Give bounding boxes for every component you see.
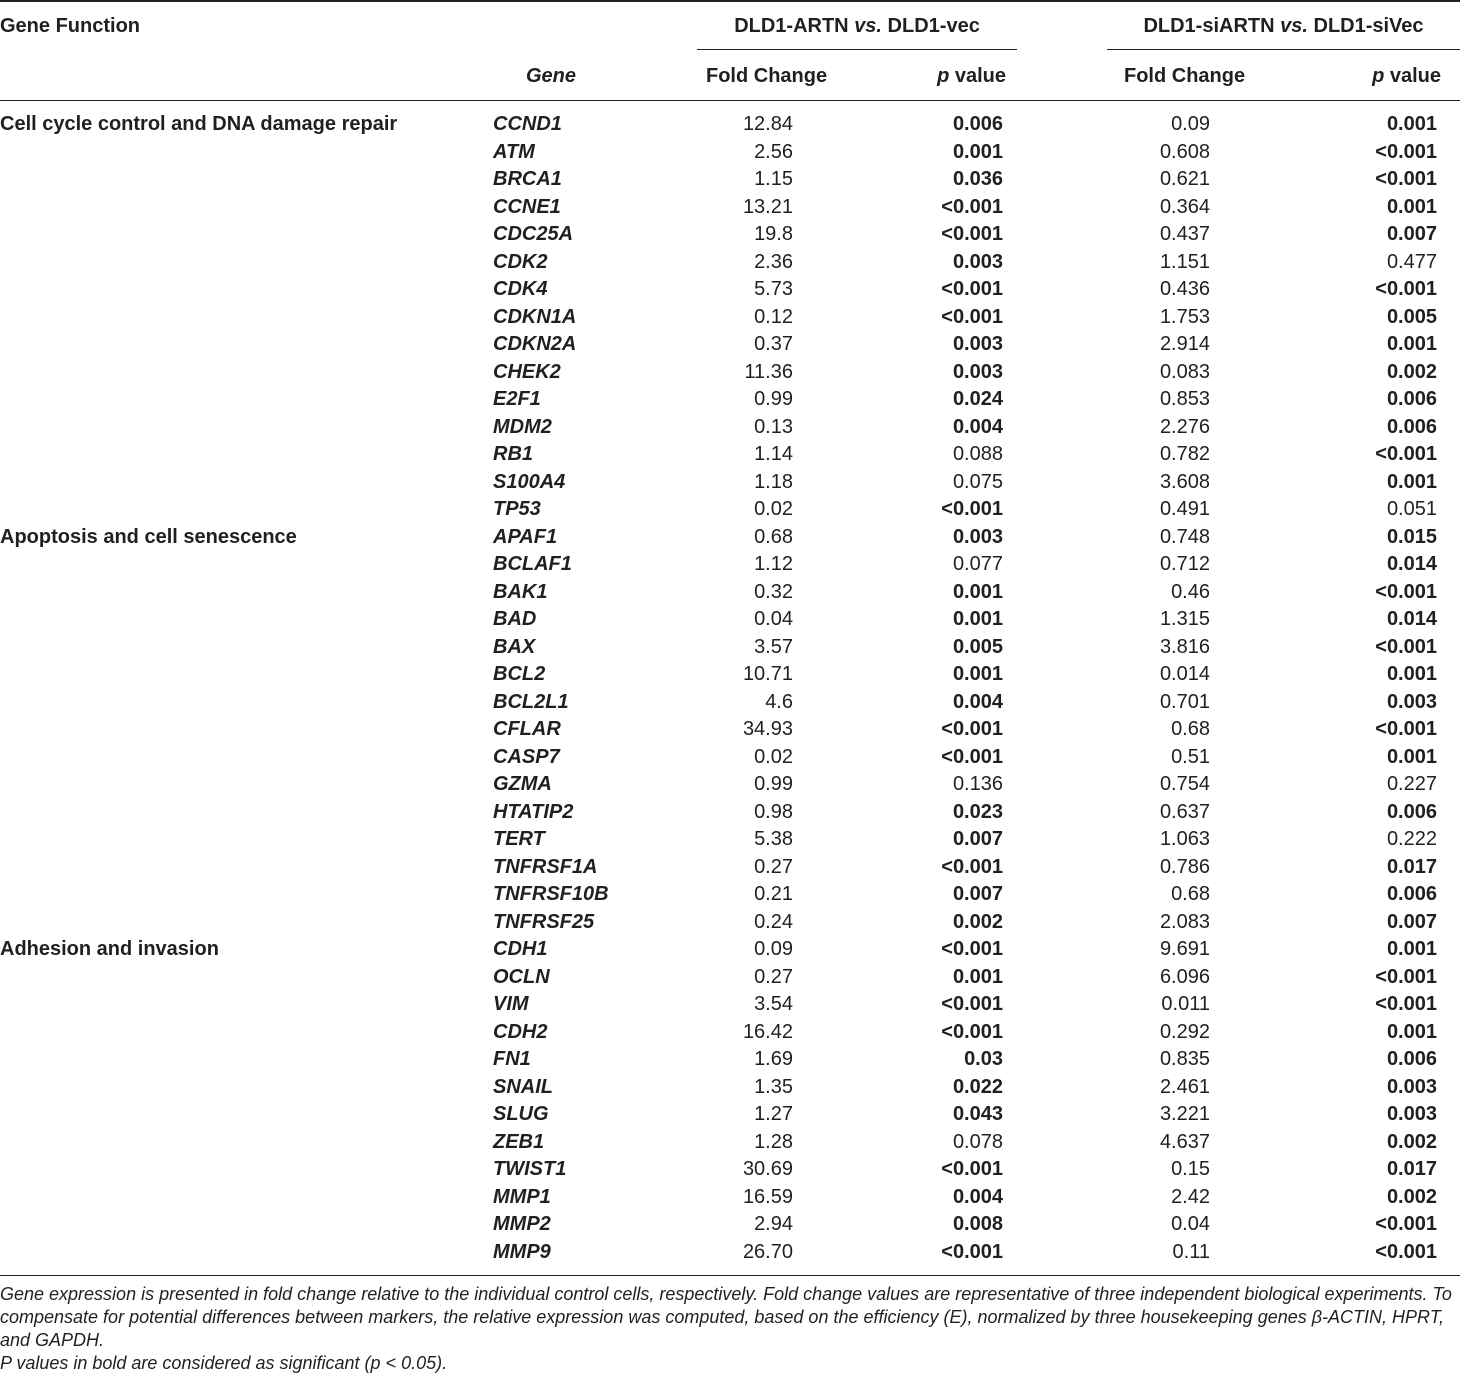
p-value-artn: 0.001: [952, 580, 1003, 603]
table-bottom-rule: [0, 1275, 1460, 1276]
table-row: [0, 991, 1460, 1019]
p-value-siartn: <0.001: [1375, 1240, 1437, 1263]
fold-change-siartn: 0.782: [1159, 443, 1210, 465]
table-row: [0, 386, 1460, 414]
gene-name: CASP7: [493, 745, 560, 768]
gene-name: ZEB1: [493, 1130, 545, 1153]
fold-change-siartn: 3.816: [1159, 635, 1210, 658]
table-row: [0, 881, 1460, 909]
p-value-siartn: 0.001: [1386, 113, 1437, 135]
fold-change-artn: 19.8: [754, 223, 793, 245]
fold-change-artn: 1.15: [754, 168, 793, 190]
fold-change-siartn: 1.063: [1159, 828, 1210, 850]
fold-change-siartn: 3.608: [1159, 470, 1210, 493]
fold-change-siartn: 0.701: [1159, 690, 1210, 713]
table-row: [0, 1019, 1460, 1047]
gene-header: Gene: [526, 65, 577, 87]
p-value-artn: 0.003: [952, 525, 1003, 548]
p-value-siartn: 0.015: [1386, 525, 1437, 548]
fold-change-siartn: 0.621: [1159, 168, 1210, 190]
p-value-artn: 0.036: [952, 168, 1003, 190]
fold-change-artn: 1.69: [754, 1048, 793, 1070]
table-row: [0, 964, 1460, 992]
fold-change-artn: 5.73: [754, 278, 793, 300]
fold-change-siartn: 0.083: [1159, 360, 1210, 383]
fold-change-siartn: 0.292: [1159, 1020, 1210, 1043]
table-row: [0, 799, 1460, 827]
fold-change-siartn: 0.51: [1171, 745, 1210, 768]
fold-change-siartn: 0.835: [1159, 1048, 1210, 1070]
fold-change-header-1: Fold Change: [706, 65, 828, 87]
fold-change-artn: 0.32: [754, 580, 793, 603]
gene-name: CHEK2: [493, 360, 561, 383]
group2-rule: [1107, 49, 1460, 50]
fold-change-siartn: 6.096: [1159, 965, 1210, 988]
fold-change-siartn: 1.753: [1159, 305, 1210, 328]
p-value-siartn: 0.222: [1386, 828, 1437, 850]
p-value-artn: <0.001: [941, 195, 1003, 218]
p-value-artn: <0.001: [941, 1158, 1003, 1180]
p-value-siartn: <0.001: [1375, 278, 1437, 300]
fold-change-siartn: 0.014: [1159, 663, 1210, 685]
table-row: [0, 414, 1460, 442]
fold-change-artn: 0.37: [754, 333, 793, 355]
p-value-artn: 0.007: [952, 828, 1003, 850]
fold-change-artn: 1.14: [754, 443, 793, 465]
p-value-siartn: 0.007: [1386, 910, 1437, 933]
table-row: [0, 771, 1460, 799]
fold-change-artn: 1.27: [754, 1103, 793, 1125]
p-value-siartn: 0.051: [1386, 498, 1437, 520]
fold-change-siartn: 2.461: [1159, 1075, 1210, 1098]
table-row: [0, 1156, 1460, 1184]
fold-change-siartn: 1.315: [1159, 608, 1210, 630]
group1-rule: [697, 49, 1017, 50]
gene-name: FN1: [493, 1048, 531, 1070]
fold-change-artn: 0.99: [754, 773, 793, 795]
table-row: [0, 441, 1460, 469]
p-value-artn: <0.001: [941, 745, 1003, 768]
p-value-siartn: 0.007: [1386, 223, 1437, 245]
p-value-siartn: 0.014: [1386, 553, 1437, 575]
p-value-siartn: 0.006: [1386, 415, 1437, 438]
fold-change-artn: 2.94: [754, 1213, 793, 1235]
p-value-artn: 0.008: [952, 1213, 1003, 1235]
fold-change-siartn: 0.712: [1159, 553, 1210, 575]
gene-name: CFLAR: [493, 718, 561, 740]
gene-name: BCLAF1: [493, 553, 572, 575]
gene-name: RB1: [493, 443, 534, 465]
fold-change-artn: 1.18: [754, 470, 793, 493]
fold-change-siartn: 1.151: [1159, 250, 1210, 273]
table-row: [0, 1239, 1460, 1267]
table-row: [0, 579, 1460, 607]
fold-change-siartn: 3.221: [1159, 1103, 1210, 1125]
fold-change-artn: 10.71: [742, 663, 793, 685]
p-value-artn: 0.002: [952, 910, 1003, 933]
p-value-artn: 0.001: [952, 663, 1003, 685]
footnote-method: Gene expression is presented in fold change relative to the individual control cells, respectively. Fold change values are representative of three independent biological experiments. To compensate for potential differences between markers, the relative expression was computed, based on the efficiency (E), normalized by three housekeeping genes β-ACTIN, HPRT, and GAPDH.: [0, 1284, 1452, 1350]
fold-change-artn: 2.36: [754, 250, 793, 273]
table-row: [0, 1074, 1460, 1102]
table-row: [0, 359, 1460, 387]
p-value-siartn: 0.003: [1386, 690, 1437, 713]
fold-change-artn: 12.84: [742, 113, 793, 135]
p-value-siartn: <0.001: [1375, 965, 1437, 988]
fold-change-artn: 0.21: [754, 883, 793, 905]
gene-name: TWIST1: [493, 1158, 567, 1180]
gene-name: TERT: [493, 828, 545, 850]
p-value-artn: 0.075: [952, 470, 1003, 493]
gene-name: CDK2: [493, 250, 548, 273]
fold-change-siartn: 2.914: [1159, 333, 1210, 355]
p-value-siartn: 0.477: [1386, 250, 1437, 273]
p-value-artn: 0.023: [952, 800, 1003, 823]
gene-name: OCLN: [493, 965, 550, 988]
fold-change-siartn: 0.68: [1171, 718, 1210, 740]
fold-change-artn: 3.57: [754, 635, 793, 658]
fold-change-siartn: 0.364: [1159, 195, 1210, 218]
gene-name: CDKN2A: [493, 333, 577, 355]
fold-change-siartn: 0.748: [1159, 525, 1210, 548]
gene-name: CCND1: [493, 113, 562, 135]
p-value-header-2: p value: [1372, 65, 1441, 87]
table-row: [0, 1184, 1460, 1212]
fold-change-artn: 0.99: [754, 388, 793, 410]
fold-change-siartn: 0.608: [1159, 140, 1210, 163]
p-value-siartn: <0.001: [1375, 580, 1437, 603]
gene-name: BRCA1: [493, 168, 562, 190]
table-row: [0, 194, 1460, 222]
p-value-artn: 0.004: [952, 415, 1003, 438]
p-value-siartn: 0.001: [1386, 470, 1437, 493]
gene-name: CDK4: [493, 278, 548, 300]
table-row: [0, 221, 1460, 249]
p-value-artn: <0.001: [941, 938, 1003, 960]
fold-change-artn: 0.04: [754, 608, 793, 630]
p-value-artn: 0.001: [952, 965, 1003, 988]
gene-name: BAD: [493, 608, 537, 630]
fold-change-artn: 1.28: [754, 1130, 793, 1153]
table-row: [0, 661, 1460, 689]
table-row: [0, 1129, 1460, 1157]
gene-function: Cell cycle control and DNA damage repair: [0, 113, 398, 135]
fold-change-siartn: 2.276: [1159, 415, 1210, 438]
fold-change-artn: 0.02: [754, 498, 793, 520]
p-value-artn: <0.001: [941, 278, 1003, 300]
gene-name: SNAIL: [493, 1075, 553, 1098]
fold-change-siartn: 0.436: [1159, 278, 1210, 300]
table-footnote: [0, 1283, 1460, 1375]
p-value-siartn: <0.001: [1375, 168, 1437, 190]
table-row: [0, 606, 1460, 634]
p-value-siartn: 0.006: [1386, 388, 1437, 410]
fold-change-siartn: 2.42: [1171, 1185, 1210, 1208]
fold-change-siartn: 0.04: [1171, 1213, 1210, 1235]
fold-change-artn: 16.59: [742, 1185, 793, 1208]
gene-name: CDH1: [493, 938, 548, 960]
p-value-artn: 0.001: [952, 608, 1003, 630]
p-value-siartn: 0.006: [1386, 1048, 1437, 1070]
gene-name: SLUG: [493, 1103, 549, 1125]
gene-name: E2F1: [493, 388, 541, 410]
p-value-siartn: <0.001: [1375, 718, 1437, 740]
p-value-siartn: 0.017: [1386, 1158, 1437, 1180]
table-row: [0, 331, 1460, 359]
table-row: [0, 1046, 1460, 1074]
fold-change-artn: 16.42: [742, 1020, 793, 1043]
gene-name: MDM2: [493, 415, 552, 438]
header-bottom-rule: [0, 100, 1460, 101]
table-row: [0, 1211, 1460, 1239]
fold-change-artn: 4.6: [765, 690, 793, 713]
p-value-artn: <0.001: [941, 718, 1003, 740]
fold-change-artn: 1.35: [754, 1075, 793, 1098]
p-value-siartn: 0.001: [1386, 333, 1437, 355]
gene-name: TNFRSF10B: [493, 883, 609, 905]
p-value-siartn: 0.002: [1386, 1130, 1437, 1153]
p-value-artn: <0.001: [941, 1240, 1003, 1263]
group1-header: DLD1-ARTN vs. DLD1-vec: [734, 15, 980, 37]
p-value-siartn: <0.001: [1375, 993, 1437, 1015]
gene-name: BCL2: [493, 663, 546, 685]
gene-name: MMP9: [493, 1240, 551, 1263]
fold-change-artn: 30.69: [742, 1158, 793, 1180]
p-value-siartn: 0.003: [1386, 1103, 1437, 1125]
table-row: [0, 276, 1460, 304]
p-value-artn: 0.136: [952, 773, 1003, 795]
p-value-artn: <0.001: [941, 993, 1003, 1015]
p-value-siartn: <0.001: [1375, 140, 1437, 163]
fold-change-artn: 0.13: [754, 415, 793, 438]
fold-change-artn: 34.93: [742, 718, 793, 740]
p-value-siartn: 0.014: [1386, 608, 1437, 630]
p-value-siartn: 0.001: [1386, 663, 1437, 685]
p-value-artn: <0.001: [941, 1020, 1003, 1043]
table-row: [0, 716, 1460, 744]
p-value-artn: 0.003: [952, 250, 1003, 273]
p-value-artn: 0.006: [952, 113, 1003, 135]
p-value-siartn: 0.017: [1386, 855, 1437, 878]
p-value-artn: 0.001: [952, 140, 1003, 163]
gene-name: MMP1: [493, 1185, 551, 1208]
table-row: [0, 854, 1460, 882]
fold-change-artn: 0.27: [754, 855, 793, 878]
fold-change-artn: 0.98: [754, 800, 793, 823]
fold-change-artn: 0.68: [754, 525, 793, 548]
fold-change-siartn: 0.491: [1159, 498, 1210, 520]
p-value-siartn: <0.001: [1375, 1213, 1437, 1235]
fold-change-siartn: 0.15: [1171, 1158, 1210, 1180]
gene-name: GZMA: [493, 773, 552, 795]
fold-change-artn: 13.21: [742, 195, 793, 218]
fold-change-artn: 0.09: [754, 938, 793, 960]
table-row: [0, 689, 1460, 717]
p-value-siartn: 0.003: [1386, 1075, 1437, 1098]
fold-change-siartn: 0.637: [1159, 800, 1210, 823]
fold-change-artn: 0.24: [754, 910, 793, 933]
table-row: [0, 469, 1460, 497]
p-value-artn: 0.007: [952, 883, 1003, 905]
fold-change-siartn: 0.786: [1159, 855, 1210, 878]
table-row: [0, 139, 1460, 167]
gene-name: TNFRSF25: [493, 910, 595, 933]
table-row: [0, 1101, 1460, 1129]
p-value-siartn: 0.006: [1386, 883, 1437, 905]
p-value-siartn: 0.002: [1386, 360, 1437, 383]
gene-function: Adhesion and invasion: [0, 938, 219, 960]
table-row: [0, 304, 1460, 332]
p-value-artn: <0.001: [941, 498, 1003, 520]
gene-name: HTATIP2: [493, 800, 574, 823]
p-value-artn: 0.004: [952, 1185, 1003, 1208]
footnote-significance: P values in bold are considered as significant (p < 0.05).: [0, 1353, 448, 1373]
table-row: [0, 111, 1460, 139]
fold-change-siartn: 0.853: [1159, 388, 1210, 410]
fold-change-siartn: 0.437: [1159, 223, 1210, 245]
gene-name: CCNE1: [493, 195, 561, 218]
gene-function: Apoptosis and cell senescence: [0, 525, 297, 548]
fold-change-artn: 0.27: [754, 965, 793, 988]
fold-change-siartn: 0.68: [1171, 883, 1210, 905]
fold-change-header-2: Fold Change: [1124, 65, 1246, 87]
p-value-siartn: 0.001: [1386, 938, 1437, 960]
gene-name: MMP2: [493, 1213, 551, 1235]
p-value-artn: 0.043: [952, 1103, 1003, 1125]
table-row: [0, 249, 1460, 277]
fold-change-siartn: 2.083: [1159, 910, 1210, 933]
fold-change-artn: 0.02: [754, 745, 793, 768]
table-row: [0, 634, 1460, 662]
fold-change-artn: 26.70: [742, 1240, 793, 1263]
p-value-siartn: 0.005: [1386, 305, 1437, 328]
p-value-siartn: <0.001: [1375, 635, 1437, 658]
fold-change-siartn: 0.09: [1171, 113, 1210, 135]
p-value-siartn: 0.001: [1386, 1020, 1437, 1043]
p-value-siartn: <0.001: [1375, 443, 1437, 465]
gene-name: BCL2L1: [493, 690, 569, 713]
p-value-artn: 0.078: [952, 1130, 1003, 1153]
fold-change-artn: 1.12: [754, 553, 793, 575]
p-value-artn: 0.005: [952, 635, 1003, 658]
table-row: [0, 524, 1460, 552]
p-value-artn: 0.004: [952, 690, 1003, 713]
table-row: [0, 826, 1460, 854]
p-value-siartn: 0.227: [1386, 773, 1437, 795]
fold-change-siartn: 0.754: [1159, 773, 1210, 795]
table-row: [0, 166, 1460, 194]
gene-name: APAF1: [493, 525, 558, 548]
p-value-artn: 0.024: [952, 388, 1003, 410]
fold-change-artn: 3.54: [754, 993, 793, 1015]
fold-change-siartn: 9.691: [1159, 938, 1210, 960]
group2-header: DLD1-siARTN vs. DLD1-siVec: [1143, 15, 1424, 37]
gene-name: CDH2: [493, 1020, 548, 1043]
gene-name: BAK1: [493, 580, 548, 603]
table-row: [0, 551, 1460, 579]
table-row: [0, 909, 1460, 937]
table-row: [0, 496, 1460, 524]
gene-name: TP53: [493, 498, 541, 520]
p-value-artn: 0.03: [964, 1048, 1003, 1070]
gene-name: BAX: [493, 635, 536, 658]
fold-change-siartn: 4.637: [1159, 1130, 1210, 1153]
p-value-artn: <0.001: [941, 223, 1003, 245]
fold-change-siartn: 0.46: [1171, 580, 1210, 603]
p-value-artn: 0.003: [952, 360, 1003, 383]
gene-name: VIM: [493, 993, 529, 1015]
p-value-artn: 0.022: [952, 1075, 1003, 1098]
p-value-siartn: 0.001: [1386, 745, 1437, 768]
gene-name: S100A4: [493, 470, 566, 493]
table-top-rule: [0, 0, 1460, 2]
fold-change-siartn: 0.011: [1161, 993, 1210, 1015]
p-value-artn: 0.003: [952, 333, 1003, 355]
p-value-siartn: 0.002: [1386, 1185, 1437, 1208]
p-value-artn: <0.001: [941, 305, 1003, 328]
fold-change-siartn: 0.11: [1172, 1240, 1210, 1263]
gene-name: ATM: [493, 140, 535, 163]
table-row: [0, 744, 1460, 772]
p-value-siartn: 0.001: [1386, 195, 1437, 218]
gene-function-header: Gene Function: [0, 15, 140, 37]
fold-change-artn: 5.38: [754, 828, 793, 850]
p-value-artn: <0.001: [941, 855, 1003, 878]
p-value-artn: 0.088: [952, 443, 1003, 465]
fold-change-artn: 2.56: [754, 140, 793, 163]
gene-name: CDC25A: [493, 223, 574, 245]
fold-change-artn: 11.36: [744, 360, 793, 383]
gene-name: CDKN1A: [493, 305, 577, 328]
p-value-artn: 0.077: [952, 553, 1003, 575]
p-value-siartn: 0.006: [1386, 800, 1437, 823]
fold-change-artn: 0.12: [754, 305, 793, 328]
p-value-header-1: p value: [937, 65, 1006, 87]
gene-name: TNFRSF1A: [493, 855, 598, 878]
table-row: [0, 936, 1460, 964]
